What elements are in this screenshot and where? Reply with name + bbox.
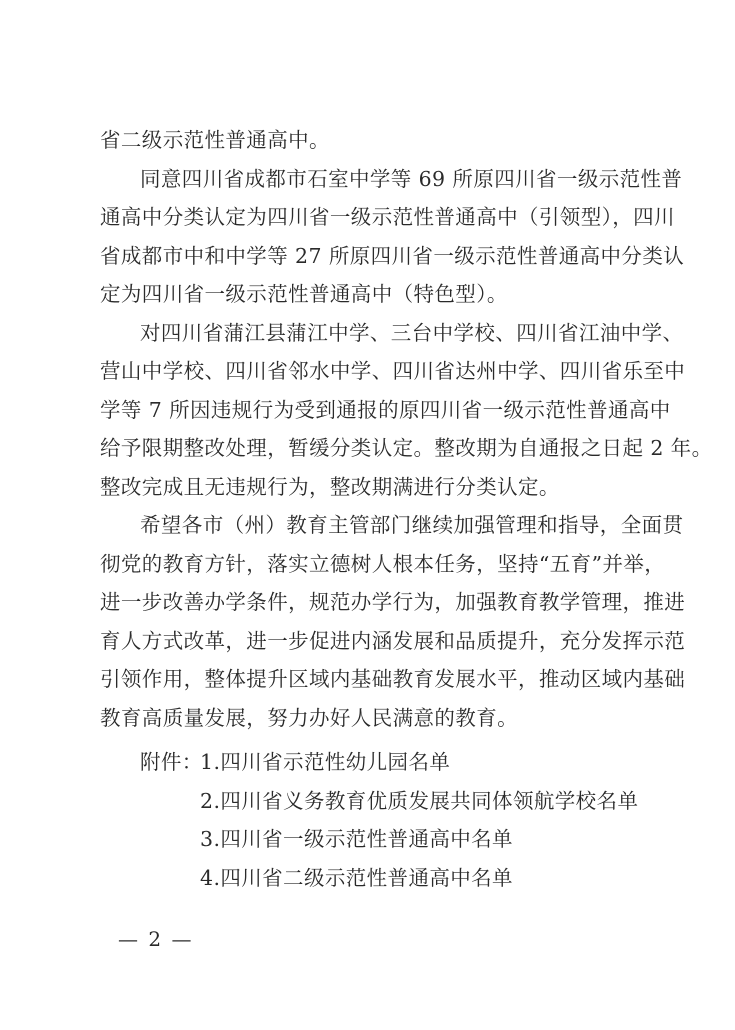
attachments-list xyxy=(140,743,660,897)
paragraph-line: 定为四川省一级示范性普通高中（特色型）。 xyxy=(100,282,508,306)
attachment-item xyxy=(140,859,660,898)
attachment-title: 1.四川省示范性幼儿园名单 xyxy=(200,750,451,774)
attachment-item xyxy=(140,820,660,859)
paragraph-line: 引领作用，整体提升区域内基础教育发展水平，推动区域内基础 xyxy=(100,667,686,691)
document-body xyxy=(100,121,713,737)
attachment-title: 2.四川省义务教育优质发展共同体领航学校名单 xyxy=(200,788,639,813)
page-number: — 2 — xyxy=(118,927,194,951)
paragraph-line: 营山中学校、四川省邻水中学、四川省达州中学、四川省乐至中 xyxy=(100,359,686,383)
paragraph-line: 教育高质量发展，努力办好人民满意的教育。 xyxy=(100,705,518,730)
paragraph-line: 同意四川省成都市石室中学等 69 所原四川省一级示范性普 xyxy=(140,166,683,191)
paragraph-line: 省二级示范性普通高中。 xyxy=(100,128,330,152)
paragraph-line: 给予限期整改处理，暂缓分类认定。整改期为自通报之日起 2 年。 xyxy=(100,436,713,460)
paragraph-line: 对四川省蒲江县蒲江中学、三台中学校、四川省江油中学、 xyxy=(140,320,684,345)
attachment-item xyxy=(140,782,660,821)
paragraph-line: 希望各市（州）教育主管部门继续加强管理和指导，全面贯 xyxy=(140,513,684,537)
attachments-label: 附件： xyxy=(140,750,203,774)
attachment-item xyxy=(140,743,660,782)
paragraph-line: 育人方式改革，进一步促进内涵发展和品质提升，充分发挥示范 xyxy=(100,628,686,653)
paragraph-line: 通高中分类认定为四川省一级示范性普通高中（引领型），四川 xyxy=(100,205,675,229)
paragraph-line: 省成都市中和中学等 27 所原四川省一级示范性普通高中分类认 xyxy=(100,243,685,268)
paragraph-line: 进一步改善办学条件，规范办学行为，加强教育教学管理，推进 xyxy=(100,590,686,614)
attachment-title: 3.四川省一级示范性普通高中名单 xyxy=(200,827,513,851)
paragraph-line: 彻党的教育方针，落实立德树人根本任务，坚持“五育”并举， xyxy=(100,551,666,576)
paragraph-line: 整改完成且无违规行为，整改期满进行分类认定。 xyxy=(100,474,560,499)
attachment-title: 4.四川省二级示范性普通高中名单 xyxy=(200,865,513,890)
paragraph-line: 学等 7 所因违规行为受到通报的原四川省一级示范性普通高中 xyxy=(100,397,671,422)
